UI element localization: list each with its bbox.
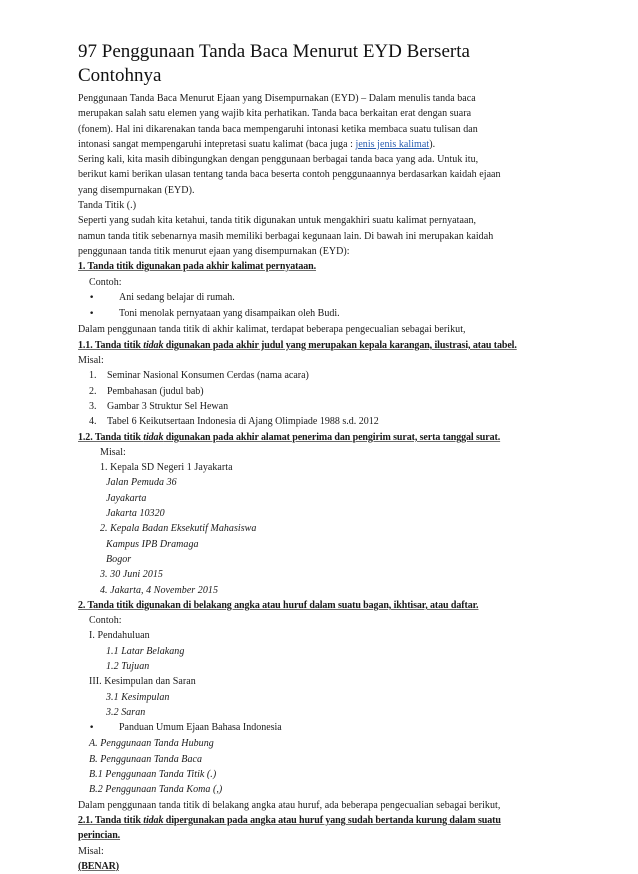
exception-text: Dalam penggunaan tanda titik di akhir kalimat, terdapat beberapa pengecualian sebagai berikut, [78, 324, 466, 336]
list-number: 4. [89, 416, 97, 428]
address-line: 2. Kepala Badan Eksekutif Mahasiswa [100, 523, 257, 535]
list-item-text: Ani sedang belajar di rumah. [119, 291, 235, 303]
intro2-line: Sering kali, kita masih dibingungkan dengan penggunaan berbagai tanda baca yang ada. Untuk itu, [78, 154, 479, 166]
intro2-line: berikut kami berikan ulasan tentang tanda baca beserta contoh penggunaannya berdasarkan kaidah ejaan [78, 169, 501, 181]
document-page [78, 40, 556, 874]
rule-1-heading: 1. Tanda titik digunakan pada akhir kalimat pernyataan. [78, 261, 317, 273]
address-line: 1. Kepala SD Negeri 1 Jayakarta [100, 462, 233, 474]
list-item [78, 306, 556, 322]
contoh-label: Contoh: [89, 276, 122, 288]
rule-text: digunakan pada akhir judul yang merupakan kepala karangan, ilustrasi, atau tabel. [163, 339, 517, 351]
benar-label: (BENAR) [78, 860, 119, 872]
rule-text: 1.1. Tanda titik [78, 339, 144, 351]
outline-item: 1.2 Tujuan [106, 660, 150, 672]
rule-1-1-heading [78, 338, 556, 353]
list-item [78, 399, 556, 414]
list-item-text: Gambar 3 Struktur Sel Hewan [107, 400, 229, 412]
intro-line: merupakan salah satu elemen yang wajib kita perhatikan. Tanda baca berkaitan erat dengan suara [78, 108, 472, 120]
misal-label: Misal: [78, 355, 104, 367]
list-item-text: Seminar Nasional Konsumen Cerdas (nama acara) [107, 370, 309, 382]
outline-item: 1.1 Latar Belakang [106, 645, 185, 657]
contoh-label: Contoh: [89, 615, 122, 627]
panduan-item: A. Penggunaan Tanda Hubung [89, 738, 214, 750]
bullet-icon [78, 720, 119, 736]
page-title: 97 Penggunaan Tanda Baca Menurut EYD Berserta Contohnya [78, 41, 470, 86]
address-line: Bogor [106, 553, 132, 565]
address-line: Jayakarta [106, 492, 147, 504]
titik-intro-line: penggunaan tanda titik menurut ejaan yang disempurnakan (EYD): [78, 245, 350, 257]
intro-line: (fonem). Hal ini dikarenakan tanda baca mempengaruhi intonasi ketika membaca suatu tulisan dan [78, 123, 478, 135]
list-item-text: Tabel 6 Keikutsertaan Indonesia di Ajang Olimpiade 1988 s.d. 2012 [107, 416, 379, 428]
exception-text: Dalam penggunaan tanda titik di belakang angka atau huruf, ada beberapa pengecualian sebagai berikut, [78, 799, 501, 811]
intro-line [78, 137, 556, 152]
outline-item: I. Pendahuluan [89, 630, 150, 642]
address-line: Jakarta 10320 [106, 508, 165, 520]
bullet-icon [78, 306, 119, 322]
titik-intro-line: namun tanda titik sebenarnya masih memiliki berbagai kegunaan lain. Di bawah ini merupakan kaidah [78, 230, 494, 242]
intro2-line: yang disempurnakan (EYD). [78, 184, 195, 196]
rule-text: digunakan pada akhir alamat penerima dan pengirim surat, serta tanggal surat. [163, 431, 501, 443]
rule-text: 1.2. Tanda titik [78, 431, 144, 443]
address-line: Jalan Pemuda 36 [106, 477, 177, 489]
list-item [78, 720, 556, 736]
titik-intro-line: Seperti yang sudah kita ketahui, tanda titik digunakan untuk mengakhiri suatu kalimat pernyataan, [78, 215, 477, 227]
misal-label: Misal: [100, 446, 126, 458]
date-line: 4. Jakarta, 4 November 2015 [100, 584, 218, 596]
list-item-text: Toni menolak pernyataan yang disampaikan oleh Budi. [119, 308, 340, 320]
date-line: 3. 30 Juni 2015 [100, 569, 163, 581]
intro-text: ). [429, 138, 436, 150]
address-line: Kampus IPB Dramaga [106, 538, 199, 550]
list-item-text: Pembahasan (judul bab) [107, 385, 204, 397]
rule-2-1-continued: perincian. [78, 830, 121, 842]
outline-item: III. Kesimpulan dan Saran [89, 676, 196, 688]
link-jenis-kalimat[interactable]: jenis jenis kalimat [355, 138, 430, 150]
bullet-icon [78, 290, 119, 306]
outline-item: 3.2 Saran [106, 706, 146, 718]
misal-label: Misal: [78, 845, 104, 857]
section-heading-titik: Tanda Titik (.) [78, 200, 137, 212]
panduan-item: B. Penggunaan Tanda Baca [89, 753, 203, 765]
list-number: 2. [89, 385, 97, 397]
rule-2-heading: 2. Tanda titik digunakan di belakang angka atau huruf dalam suatu bagan, ikhtisar, atau daftar. [78, 599, 479, 611]
list-item [78, 384, 556, 399]
list-number: 1. [89, 370, 97, 382]
outline-item: 3.1 Kesimpulan [106, 691, 170, 703]
list-item [78, 368, 556, 383]
rule-emphasis: tidak [143, 431, 164, 443]
list-item [78, 414, 556, 429]
rule-text: 2.1. Tanda titik [78, 814, 144, 826]
panduan-item: B.2 Penggunaan Tanda Koma (,) [89, 784, 223, 796]
intro-text: intonasi sangat mempengaruhi intepretasi suatu kalimat (baca juga : [78, 138, 356, 150]
rule-emphasis: tidak [143, 814, 164, 826]
list-item-text: Panduan Umum Ejaan Bahasa Indonesia [119, 722, 282, 734]
intro-line: Penggunaan Tanda Baca Menurut Ejaan yang Disempurnakan (EYD) – Dalam menulis tanda baca [78, 93, 476, 104]
rule-1-2-heading [78, 430, 556, 445]
rule-emphasis: tidak [143, 339, 164, 351]
rule-text: dipergunakan pada angka atau huruf yang sudah bertanda kurung dalam suatu [163, 814, 501, 826]
panduan-item: B.1 Penggunaan Tanda Titik (.) [89, 769, 217, 781]
list-item [78, 290, 556, 306]
list-number: 3. [89, 400, 97, 412]
